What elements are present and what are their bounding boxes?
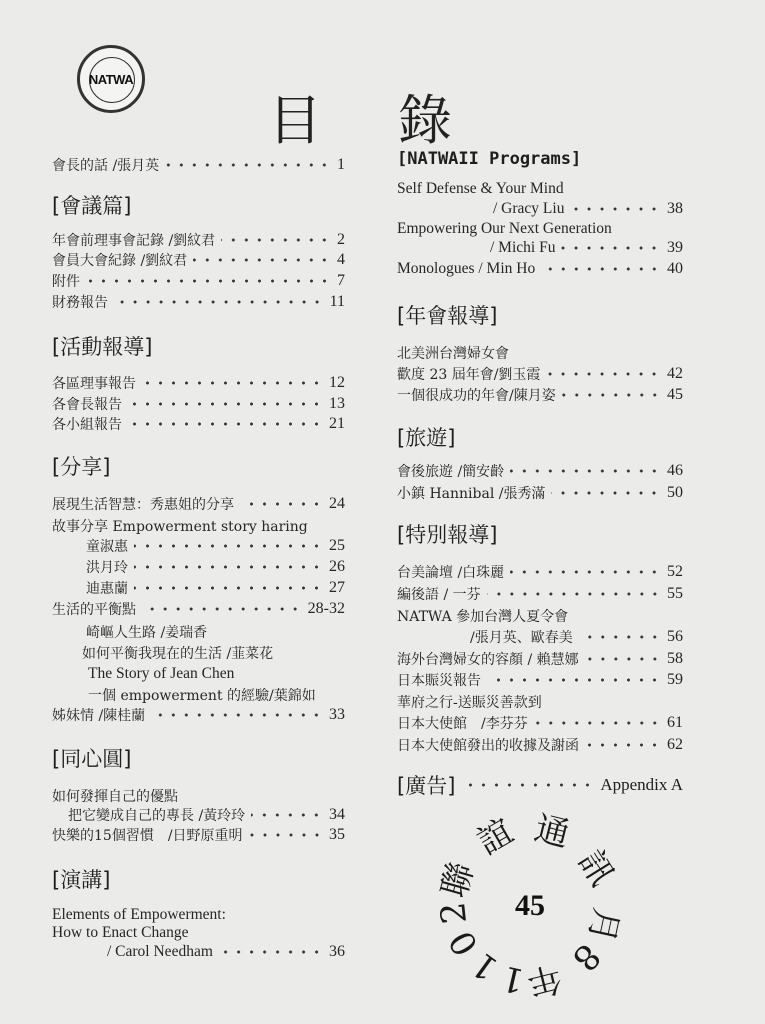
section-heading bbox=[52, 191, 131, 219]
page-number: 24 bbox=[329, 495, 345, 512]
dot-leader bbox=[546, 371, 661, 377]
dot-leader bbox=[151, 712, 323, 718]
toc-entry-title: 各區理事報告 bbox=[52, 376, 136, 392]
dot-leader bbox=[510, 468, 661, 474]
page-number: 61 bbox=[667, 714, 683, 731]
toc-entry[interactable] bbox=[397, 483, 683, 503]
page-number: 62 bbox=[667, 736, 683, 753]
toc-entry[interactable] bbox=[88, 685, 316, 705]
section-heading-text: [活動報導] bbox=[52, 335, 153, 359]
page-number: 2 bbox=[337, 231, 345, 248]
page-number: 13 bbox=[329, 395, 345, 412]
toc-entry-title: 如何平衡我現在的生活 /韮菜花 bbox=[82, 646, 274, 662]
toc-entry[interactable] bbox=[397, 584, 683, 604]
dot-leader bbox=[128, 421, 323, 427]
dot-leader bbox=[585, 656, 661, 662]
toc-entry[interactable] bbox=[470, 627, 683, 647]
section-heading-text: [廣告] bbox=[397, 774, 456, 798]
section-heading-text: [特別報導] bbox=[397, 523, 498, 547]
section-heading-text: [會議篇] bbox=[52, 194, 132, 218]
dot-leader bbox=[561, 245, 661, 251]
toc-entry[interactable] bbox=[52, 394, 345, 414]
dot-leader bbox=[134, 564, 323, 570]
stamp-date-char: 1 bbox=[464, 943, 506, 990]
toc-entry-title: Empowering Our Next Generation bbox=[397, 220, 612, 237]
toc-entry-title: 姊妹情 /陳桂蘭 bbox=[52, 708, 146, 724]
dot-leader bbox=[142, 380, 323, 386]
page-number: 4 bbox=[337, 251, 345, 268]
section-heading bbox=[397, 301, 497, 329]
toc-entry-title: 把它變成自己的專長 /黃玲玲 bbox=[68, 808, 246, 824]
toc-entry-title: 會後旅遊 /簡安齡 bbox=[397, 464, 505, 480]
toc-entry[interactable] bbox=[52, 250, 345, 270]
toc-entry[interactable] bbox=[397, 670, 683, 690]
toc-entry[interactable] bbox=[52, 373, 345, 393]
dot-leader bbox=[461, 782, 594, 788]
toc-entry-title: 各小組報告 bbox=[52, 417, 122, 433]
toc-entry-title: 歡度 23 屆年會/劉玉霞 bbox=[397, 367, 541, 383]
page-number: 46 bbox=[667, 462, 683, 479]
toc-entry-title: Self Defense & Your Mind bbox=[397, 180, 564, 197]
dot-leader bbox=[251, 812, 323, 818]
dot-leader bbox=[585, 742, 661, 748]
stamp-date-char: 2 bbox=[433, 900, 476, 926]
toc-entry[interactable] bbox=[86, 557, 345, 577]
page-number: 26 bbox=[329, 558, 345, 575]
dot-leader bbox=[487, 677, 661, 683]
dot-leader bbox=[510, 569, 661, 575]
toc-entry[interactable] bbox=[397, 461, 683, 481]
natwa-logo bbox=[77, 45, 145, 113]
dot-leader bbox=[487, 591, 661, 597]
toc-entry-title: 如何發揮自己的優點 bbox=[52, 789, 178, 805]
toc-entry-title: 一個 empowerment 的經驗/葉錦如 bbox=[88, 688, 316, 704]
toc-entry[interactable] bbox=[52, 271, 345, 291]
toc-entry-title: 附件 bbox=[52, 274, 80, 290]
stamp-title-char: 聯 bbox=[434, 858, 482, 903]
toc-entry[interactable] bbox=[397, 562, 683, 582]
stamp-date-char: 月 bbox=[580, 903, 627, 946]
stamp-title-char: 通 bbox=[530, 808, 574, 856]
dot-leader bbox=[165, 162, 331, 168]
section-heading-text: [旅遊] bbox=[397, 426, 456, 450]
page-number: 7 bbox=[337, 272, 345, 289]
toc-entry-title: 洪月玲 bbox=[86, 560, 128, 576]
toc-entry[interactable] bbox=[397, 364, 683, 384]
toc-entry-title: 童淑惠 bbox=[86, 539, 128, 555]
section-heading bbox=[52, 744, 131, 772]
page-number: 27 bbox=[329, 579, 345, 596]
page-number: 25 bbox=[329, 537, 345, 554]
section-heading bbox=[397, 771, 683, 799]
stamp-date-char: 8 bbox=[563, 935, 608, 979]
toc-entry[interactable] bbox=[397, 692, 542, 712]
toc-entry-title: Elements of Empowerment: bbox=[52, 906, 226, 923]
page-title-char-1: 目 bbox=[268, 89, 322, 152]
stamp-date-char: 1 bbox=[497, 957, 528, 1001]
toc-entry-title: 日本賑災報告 bbox=[397, 673, 481, 689]
section-heading bbox=[397, 423, 455, 451]
page-number: 36 bbox=[329, 943, 345, 960]
page-number: 52 bbox=[667, 563, 683, 580]
section-heading bbox=[52, 452, 110, 480]
toc-entry[interactable] bbox=[397, 259, 683, 279]
dot-leader bbox=[534, 720, 661, 726]
toc-entry-title: / Michi Fu bbox=[490, 239, 556, 256]
section-heading bbox=[52, 332, 152, 360]
dot-leader bbox=[193, 257, 331, 263]
stamp-date-char: 年 bbox=[523, 956, 566, 1004]
page-number: 39 bbox=[667, 239, 683, 256]
dot-leader bbox=[240, 501, 323, 507]
toc-entry-title: 北美洲台灣婦女會 bbox=[397, 346, 509, 362]
toc-entry[interactable] bbox=[68, 805, 345, 825]
toc-entry-title: How to Enact Change bbox=[52, 924, 189, 941]
dot-leader bbox=[579, 634, 661, 640]
toc-entry[interactable] bbox=[52, 516, 308, 536]
toc-entry[interactable] bbox=[397, 343, 509, 363]
dot-leader bbox=[221, 237, 331, 243]
toc-entry[interactable] bbox=[52, 414, 345, 434]
toc-entry[interactable] bbox=[52, 292, 345, 312]
toc-entry[interactable] bbox=[86, 536, 345, 556]
dot-leader bbox=[86, 278, 331, 284]
dot-leader bbox=[562, 392, 661, 398]
toc-entry[interactable] bbox=[107, 942, 345, 962]
page-number: 40 bbox=[667, 260, 683, 277]
toc-entry[interactable] bbox=[52, 599, 345, 619]
section-heading-text: [NATWAII Programs] bbox=[397, 149, 582, 169]
toc-entry-title: 小鎮 Hannibal /張秀滿 bbox=[397, 486, 546, 502]
toc-entry-title: 崎嶇人生路 /姜瑞香 bbox=[86, 625, 208, 641]
toc-entry-title: 迪惠蘭 bbox=[86, 581, 128, 597]
toc-entry-title: 會員大會紀錄 /劉紋君 bbox=[52, 253, 188, 269]
dot-leader bbox=[219, 949, 323, 955]
toc-entry[interactable] bbox=[490, 238, 683, 258]
section-heading-text: [分享] bbox=[52, 455, 111, 479]
dot-leader bbox=[128, 401, 323, 407]
toc-entry[interactable] bbox=[397, 649, 683, 669]
section-heading bbox=[52, 865, 110, 893]
logo-text: NATWA bbox=[88, 72, 134, 87]
toc-entry-title: 快樂的15個習慣 /日野原重明 bbox=[52, 828, 243, 844]
toc-entry-title: 年會前理事會記錄 /劉紋君 bbox=[52, 233, 216, 249]
toc-entry-title: 海外台灣婦女的容顏 / 賴慧娜 bbox=[397, 652, 579, 668]
dot-leader bbox=[551, 490, 661, 496]
page-number: 12 bbox=[329, 374, 345, 391]
issue-number: 45 bbox=[515, 889, 545, 922]
toc-entry-title: NATWA 參加台灣人夏令會 bbox=[397, 609, 569, 625]
page-number: 45 bbox=[667, 386, 683, 403]
dot-leader bbox=[134, 585, 323, 591]
toc-entry[interactable] bbox=[86, 622, 207, 642]
page-number: Appendix A bbox=[600, 775, 683, 794]
page-number: 59 bbox=[667, 671, 683, 688]
toc-entry[interactable] bbox=[82, 643, 273, 663]
toc-entry-title: 生活的平衡點 bbox=[52, 602, 136, 618]
dot-leader bbox=[134, 543, 323, 549]
dot-leader bbox=[249, 832, 323, 838]
toc-entry[interactable] bbox=[88, 664, 234, 684]
page-title-char-2: 錄 bbox=[398, 89, 452, 152]
stamp-title-char: 訊 bbox=[570, 843, 623, 894]
toc-entry-title: / Gracy Liu bbox=[493, 200, 565, 217]
toc-entry[interactable] bbox=[397, 385, 683, 405]
section-heading-text: [同心圓] bbox=[52, 747, 132, 771]
toc-entry[interactable] bbox=[397, 219, 612, 239]
toc-entry[interactable] bbox=[397, 713, 683, 733]
toc-entry-title: 華府之行-送賑災善款到 bbox=[397, 695, 542, 711]
toc-entry[interactable] bbox=[52, 786, 178, 806]
toc-entry[interactable] bbox=[52, 825, 345, 845]
toc-entry[interactable] bbox=[52, 923, 188, 943]
section-heading bbox=[397, 520, 497, 548]
toc-entry[interactable] bbox=[397, 735, 683, 755]
section-heading bbox=[397, 145, 581, 173]
toc-entry[interactable] bbox=[86, 578, 345, 598]
page-number: 42 bbox=[667, 365, 683, 382]
page-number: 35 bbox=[329, 826, 345, 843]
dot-leader bbox=[541, 266, 661, 272]
page-number: 1 bbox=[337, 156, 345, 173]
toc-entry-title: 財務報告 bbox=[52, 295, 108, 311]
section-heading-text: [演講] bbox=[52, 868, 111, 892]
toc-entry-title: 展現生活智慧：秀惠姐的分享 bbox=[52, 497, 234, 513]
page-number: 58 bbox=[667, 650, 683, 667]
toc-entry-title: 編後語 / 一芬 bbox=[397, 587, 481, 603]
dot-leader bbox=[570, 206, 661, 212]
toc-entry[interactable] bbox=[397, 606, 568, 626]
toc-entry-title: /張月英、歐春美 bbox=[470, 630, 573, 646]
toc-entry-title: / Carol Needham bbox=[107, 943, 213, 960]
toc-entry[interactable] bbox=[52, 705, 345, 725]
toc-entry-title: 日本大使館發出的收據及謝函 bbox=[397, 738, 579, 754]
toc-entry-title: 會長的話 /張月英 bbox=[52, 158, 160, 174]
toc-entry-title: 一個很成功的年會/陳月姿 bbox=[397, 388, 556, 404]
toc-entry-title: 台美論壇 /白珠麗 bbox=[397, 565, 505, 581]
toc-entry[interactable] bbox=[52, 155, 345, 175]
page-number: 21 bbox=[329, 415, 345, 432]
toc-entry[interactable] bbox=[52, 905, 226, 925]
dot-leader bbox=[114, 299, 324, 305]
toc-entry-title: 故事分享 Empowerment story haring bbox=[52, 519, 308, 535]
toc-entry-title: 日本大使館 /李芬芬 bbox=[397, 716, 528, 732]
page-number: 11 bbox=[329, 293, 345, 310]
stamp-title-char: 誼 bbox=[470, 811, 521, 863]
page-number: 34 bbox=[329, 806, 345, 823]
toc-entry-title: The Story of Jean Chen bbox=[88, 665, 235, 682]
dot-leader bbox=[142, 606, 302, 612]
toc-entry[interactable] bbox=[52, 230, 345, 250]
toc-entry[interactable] bbox=[52, 494, 345, 514]
page-number: 38 bbox=[667, 200, 683, 217]
page-number: 50 bbox=[667, 484, 683, 501]
stamp-date-char: 0 bbox=[441, 923, 487, 963]
toc-entry-title: 各會長報告 bbox=[52, 397, 122, 413]
toc-entry-title: Monologues / Min Ho bbox=[397, 260, 536, 277]
page-number: 28-32 bbox=[307, 600, 345, 617]
page-number: 33 bbox=[329, 706, 345, 723]
page-number: 55 bbox=[667, 585, 683, 602]
toc-entry[interactable] bbox=[493, 199, 683, 219]
section-heading-text: [年會報導] bbox=[397, 304, 498, 328]
toc-entry[interactable] bbox=[397, 179, 564, 199]
page-number: 56 bbox=[667, 628, 683, 645]
